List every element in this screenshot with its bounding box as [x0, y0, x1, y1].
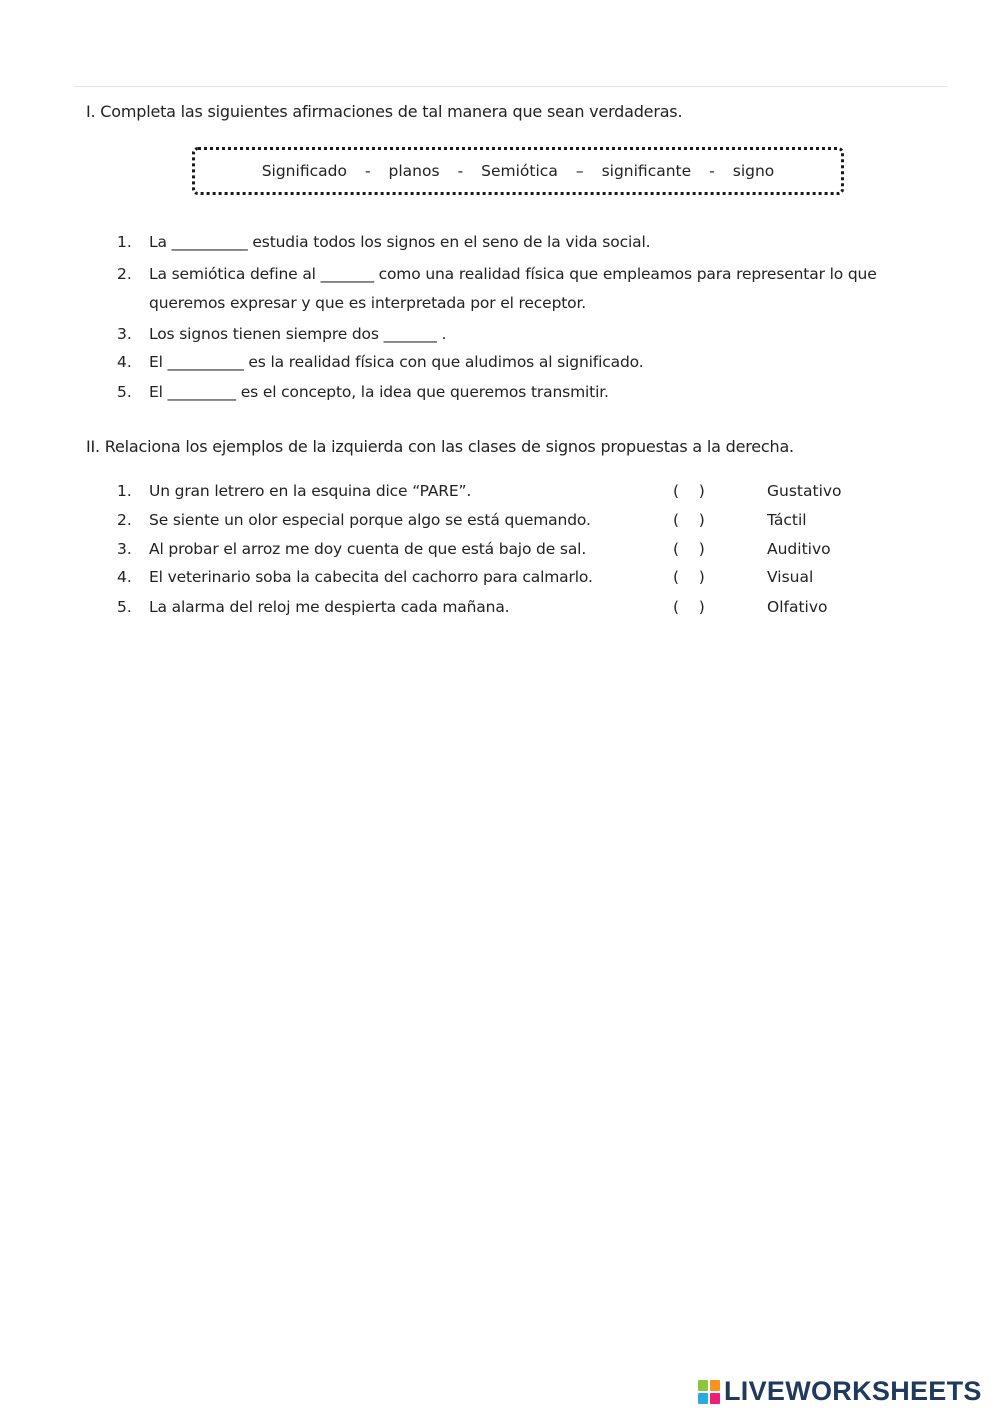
- liveworksheets-logo-icon: [697, 1379, 721, 1405]
- sign-class-option: Gustativo: [767, 482, 842, 500]
- answer-parentheses[interactable]: ( ): [673, 568, 705, 586]
- fill-in-sentence-continuation: queremos expresar y que es interpretada por el receptor.: [149, 294, 587, 312]
- answer-parentheses[interactable]: ( ): [673, 598, 705, 616]
- item-number: 4.: [117, 568, 132, 586]
- sign-class-option: Olfativo: [767, 598, 828, 616]
- sign-class-option: Táctil: [767, 511, 807, 529]
- word-bank-box: [192, 147, 844, 195]
- word-bank-separator: –: [575, 162, 584, 180]
- answer-parentheses[interactable]: ( ): [673, 511, 705, 529]
- section-1-heading: I. Completa las siguientes afirmaciones de tal manera que sean verdaderas.: [86, 102, 683, 121]
- fill-in-sentence: La __________ estudia todos los signos en el seno de la vida social.: [149, 233, 651, 251]
- word-bank-word: Significado: [261, 162, 347, 180]
- example-text: Un gran letrero en la esquina dice “PARE”.: [149, 482, 472, 500]
- word-bank-word: significante: [601, 162, 692, 180]
- item-number: 5.: [117, 383, 132, 401]
- sign-class-option: Auditivo: [767, 540, 831, 558]
- liveworksheets-logo[interactable]: [697, 1376, 982, 1407]
- word-bank-word: Semiótica: [481, 162, 558, 180]
- example-text: Al probar el arroz me doy cuenta de que está bajo de sal.: [149, 540, 587, 558]
- top-divider: [74, 86, 948, 87]
- sign-class-option: Visual: [767, 568, 814, 586]
- word-bank-separator: -: [364, 162, 371, 180]
- item-number: 3.: [117, 325, 132, 343]
- logo-square: [698, 1393, 708, 1404]
- fill-in-sentence: Los signos tienen siempre dos _______ .: [149, 325, 447, 343]
- item-number: 1.: [117, 482, 132, 500]
- item-number: 2.: [117, 511, 132, 529]
- section-2-heading: II. Relaciona los ejemplos de la izquierda con las clases de signos propuestas a la derecha.: [86, 437, 794, 456]
- example-text: El veterinario soba la cabecita del cachorro para calmarlo.: [149, 568, 593, 586]
- logo-square: [698, 1380, 708, 1391]
- fill-in-sentence: El __________ es la realidad física con que aludimos al significado.: [149, 353, 644, 371]
- fill-in-sentence: El _________ es el concepto, la idea que queremos transmitir.: [149, 383, 609, 401]
- logo-square: [710, 1393, 720, 1404]
- word-bank-word: planos: [388, 162, 440, 180]
- logo-text: LIVEWORKSHEETS: [724, 1376, 982, 1406]
- answer-parentheses[interactable]: ( ): [673, 540, 705, 558]
- word-bank-word: signo: [732, 162, 775, 180]
- fill-in-sentence: La semiótica define al _______ como una realidad física que empleamos para representar lo que: [149, 265, 877, 283]
- item-number: 5.: [117, 598, 132, 616]
- answer-parentheses[interactable]: ( ): [673, 482, 705, 500]
- item-number: 3.: [117, 540, 132, 558]
- example-text: Se siente un olor especial porque algo se está quemando.: [149, 511, 591, 529]
- example-text: La alarma del reloj me despierta cada mañana.: [149, 598, 510, 616]
- logo-square: [710, 1380, 720, 1391]
- word-bank-separator: -: [457, 162, 464, 180]
- item-number: 4.: [117, 353, 132, 371]
- item-number: 2.: [117, 265, 132, 283]
- word-bank-separator: -: [709, 162, 715, 180]
- item-number: 1.: [117, 233, 132, 251]
